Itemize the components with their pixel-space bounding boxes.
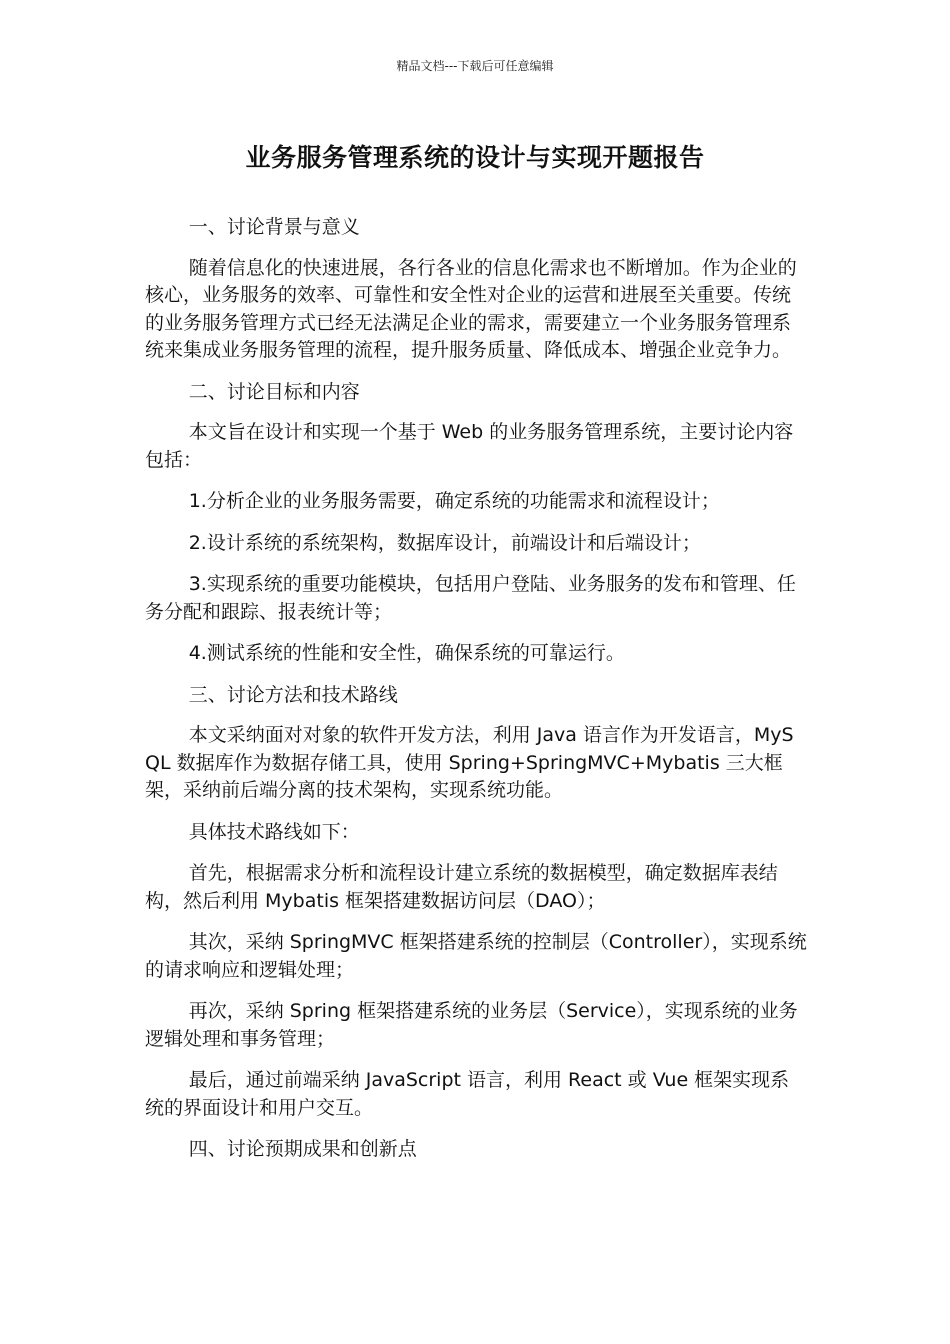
paragraph-methods: 本文采纳面对对象的软件开发方法，利用 Java 语言作为开发语言，MySQL 数据库作为数据存储工具，使用 Spring+SpringMVC+Mybatis 三大框架，采纳前后端分离的技术架构，实现系统功能。 [145, 724, 794, 801]
paragraph-route-first: 首先，根据需求分析和流程设计建立系统的数据模型，确定数据库表结构，然后利用 Mybatis 框架搭建数据访问层（DAO）； [145, 862, 778, 912]
paragraph-route-second: 其次，采纳 SpringMVC 框架搭建系统的控制层（Controller），实现系统的请求响应和逻辑处理； [145, 931, 807, 981]
document-title: 业务服务管理系统的设计与实现开题报告 [245, 143, 705, 172]
document-body [145, 214, 807, 1177]
list-item-goal-3: 3.实现系统的重要功能模块，包括用户登陆、业务服务的发布和管理、任务分配和跟踪、报表统计等； [145, 573, 796, 623]
section-heading-goals: 二、讨论目标和内容 [188, 380, 360, 403]
paragraph-route-intro: 具体技术路线如下： [188, 820, 360, 843]
section-heading-methods: 三、讨论方法和技术路线 [188, 683, 398, 706]
paragraph-route-third: 再次，采纳 Spring 框架搭建系统的业务层（Service），实现系统的业务逻辑处理和事务管理； [145, 1000, 798, 1050]
list-item-goal-4: 4.测试系统的性能和安全性，确保系统的可靠运行。 [188, 642, 625, 664]
paragraph-route-last: 最后，通过前端采纳 JavaScript 语言，利用 React 或 Vue 框架实现系统的界面设计和用户交互。 [145, 1069, 790, 1119]
header-note: 精品文档---下载后可任意编辑 [396, 59, 554, 73]
list-item-goal-2: 2.设计系统的系统架构，数据库设计，前端设计和后端设计； [188, 531, 701, 554]
section-heading-outcomes: 四、讨论预期成果和创新点 [188, 1138, 417, 1160]
list-item-goal-1: 1.分析企业的业务服务需要，确定系统的功能需求和流程设计； [188, 490, 720, 512]
section-heading-background: 一、讨论背景与意义 [188, 216, 360, 238]
paragraph-goals-intro: 本文旨在设计和实现一个基于 Web 的业务服务管理系统，主要讨论内容包括： [145, 421, 794, 471]
paragraph-background: 随着信息化的快速进展，各行各业的信息化需求也不断增加。作为企业的核心，业务服务的效率、可靠性和安全性对企业的运营和进展至关重要。传统的业务服务管理方式已经无法满足企业的需求，需要建立一个业务服务管理系统来集成业务服务管理的流程，提升服务质量、降低成本、增强企业竞争力。 [145, 256, 797, 361]
